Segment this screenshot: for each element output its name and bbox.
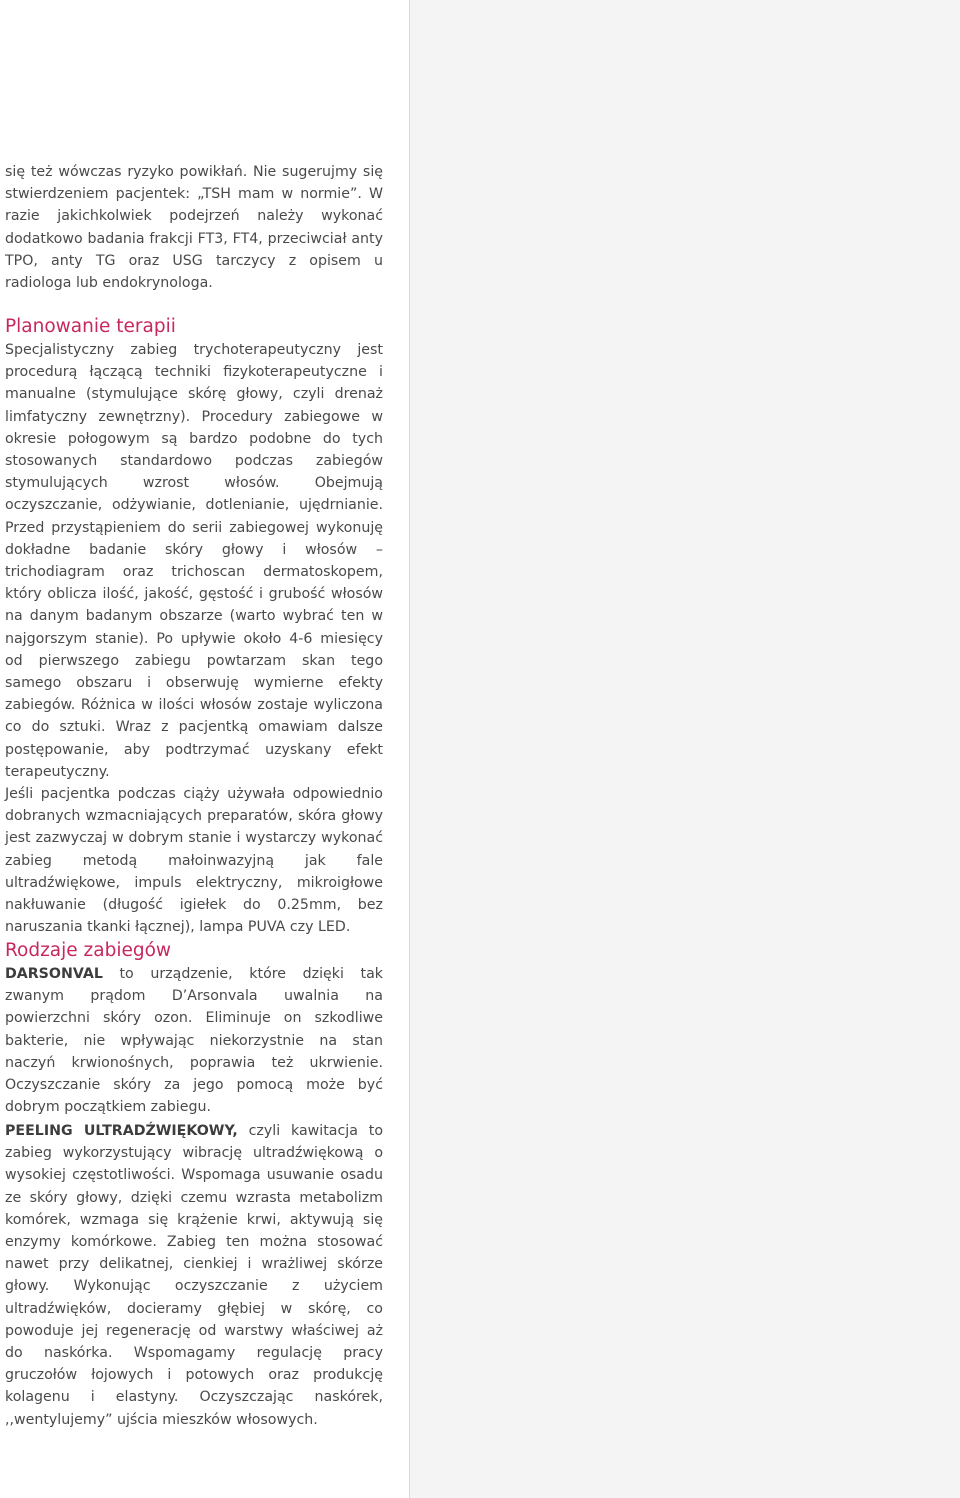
- treatments-section: [5, 939, 383, 1118]
- intro-paragraph: się też wówczas ryzyko powikłań. Nie sugerujmy się stwierdzeniem pacjentek: „TSH mam w normie”. W razie jakichkolwiek podejrzeń należy wykonać dodatkowo badania frakcji FT3, FT4, przeciwciał anty TPO, anty TG oraz USG tarczycy z opisem u radiologa lub endokrynologa.: [5, 164, 383, 292]
- intro-section: [5, 161, 383, 294]
- treatments-heading: Rodzaje zabiegów: [5, 940, 172, 961]
- darsonval-paragraph: [5, 963, 383, 1118]
- planning-heading: Planowanie terapii: [5, 316, 176, 337]
- document-page: [0, 0, 410, 1498]
- darsonval-text: to urządzenie, które dzięki tak zwanym prądom D’Arsonvala uwalnia na powierzchni skóry ozon. Eliminuje on szkodliwe bakterie, nie wpływając niekorzystnie na stan naczyń krwionośnych, poprawia też ukrwienie. Oczyszczanie skóry za jego pomocą może być dobrym początkiem zabiegu.: [5, 966, 383, 1116]
- adjacent-page-panel: [410, 0, 960, 1498]
- planning-paragraph-2: Jeśli pacjentka podczas ciąży używała odpowiednio dobranych wzmacniających preparatów, skóra głowy jest zazwyczaj w dobrym stanie i wystarczy wykonać zabieg metodą małoinwazyjną jak fale ultradźwiękowe, impuls elektryczny, mikroigłowe nakłuwanie (długość igiełek do 0.25mm, bez naruszania tkanki łącznej), lampa PUVA czy LED.: [5, 786, 383, 936]
- planning-paragraph-1: Specjalistyczny zabieg trychoterapeutyczny jest procedurą łączącą techniki fizykoterapeutyczne i manualne (stymulujące skórę głowy, czyli drenaż limfatyczny zewnętrzny). Procedury zabiegowe w okresie połogowym są bardzo podobne do tych stosowanych standardowo podczas zabiegów stymulujących wzrost włosów. Obejmują oczyszczanie, odżywianie, dotlenianie, ujędrnianie. Przed przystąpieniem do serii zabiegowej wykonuję dokładne badanie skóry głowy i włosów – trichodiagram oraz trichoscan dermatoskopem, który oblicza ilość, jakość, gęstość i grubość włosów na danym badanym obszarze (warto wybrać ten w najgorszym stanie). Po upływie około 4-6 miesięcy od pierwszego zabiegu powtarzam skan tego samego obszaru i obserwuję wymierne efekty zabiegów. Różnica w ilości włosów zostaje wyliczona co do sztuki. Wraz z pacjentką omawiam dalsze postępowanie, aby podtrzymać uzyskany efekt terapeutyczny.: [5, 342, 383, 780]
- peeling-section: [5, 1120, 383, 1431]
- planning-section: [5, 315, 383, 938]
- peeling-paragraph: [5, 1120, 383, 1431]
- darsonval-term: DARSONVAL: [5, 966, 103, 982]
- peeling-text: czyli kawitacja to zabieg wykorzystujący wibrację ultradźwiękową o wysokiej częstotliwości. Wspomaga usuwanie osadu ze skóry głowy, dzięki czemu wzrasta metabolizm komórek, wzmaga się krążenie krwi, aktywują się enzymy komórkowe. Zabieg ten można stosować nawet przy delikatnej, cienkiej i wrażliwej skórze głowy. Wykonując oczyszczanie z użyciem ultradźwięków, docieramy głębiej w skórę, co powoduje jej regenerację od warstwy właściwej aż do naskórka. Wspomagamy regulację pracy gruczołów łojowych i potowych oraz produkcję kolagenu i elastyny. Oczyszczając naskórek, ,,wentylujemy” ujścia mieszków włosowych.: [5, 1123, 383, 1428]
- peeling-term: PEELING ULTRADŹWIĘKOWY,: [5, 1123, 238, 1139]
